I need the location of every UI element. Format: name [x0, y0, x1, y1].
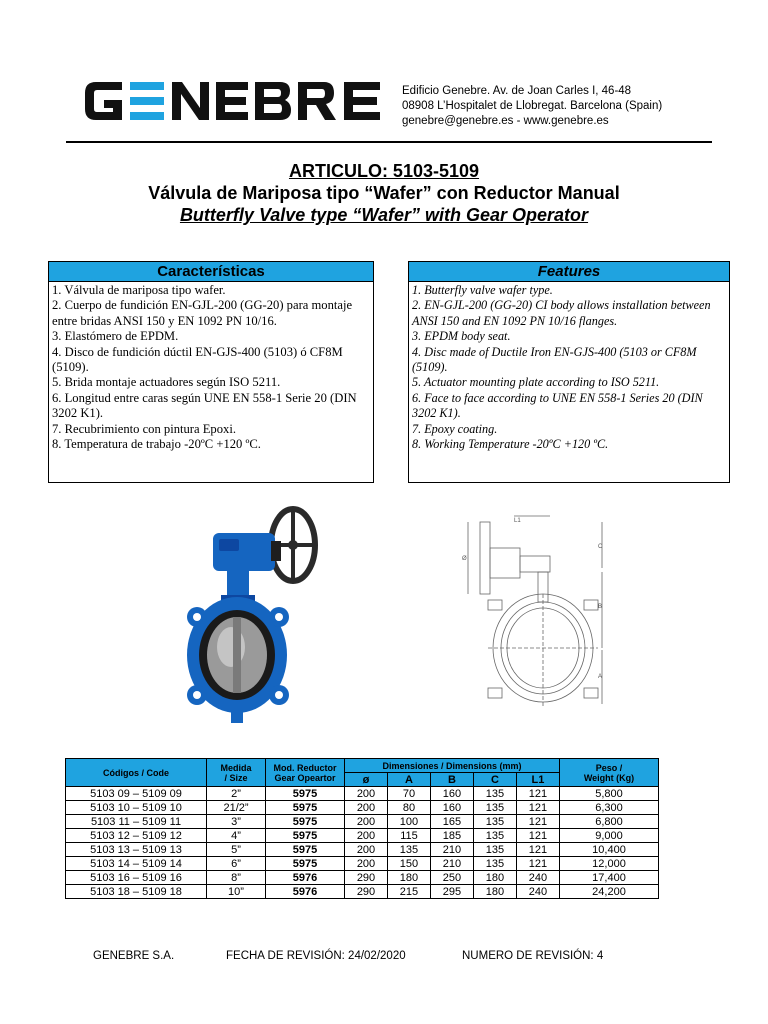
cell-gear: 5975 — [266, 829, 345, 843]
cell-diameter: 290 — [345, 871, 388, 885]
cell-l1: 121 — [516, 829, 559, 843]
cell-size: 6” — [207, 857, 266, 871]
cell-gear: 5976 — [266, 885, 345, 899]
list-item: 1. Butterfly valve wafer type. — [412, 283, 553, 297]
cell-size: 8” — [207, 871, 266, 885]
cell-gear: 5975 — [266, 801, 345, 815]
features-box — [408, 261, 730, 483]
cell-code: 5103 14 – 5109 14 — [66, 857, 207, 871]
cell-gear: 5975 — [266, 843, 345, 857]
cell-size: 3” — [207, 815, 266, 829]
list-item: 7. Epoxy coating. — [412, 421, 498, 436]
features-list — [409, 282, 729, 452]
cell-gear: 5975 — [266, 787, 345, 801]
header-codes: Códigos / Code — [66, 759, 207, 787]
cell-code: 5103 09 – 5109 09 — [66, 787, 207, 801]
cell-l1: 121 — [516, 801, 559, 815]
cell-size: 4” — [207, 829, 266, 843]
english-title: Butterfly Valve type “Wafer” with Gear Operator — [179, 205, 589, 225]
article-title: ARTICULO: 5103-5109 — [288, 161, 480, 181]
header-size — [207, 759, 266, 787]
cell-c: 135 — [473, 857, 516, 871]
cell-gear: 5975 — [266, 857, 345, 871]
cell-a: 80 — [387, 801, 430, 815]
table-row — [66, 843, 659, 857]
cell-weight: 9,000 — [560, 829, 659, 843]
header-weight-line-2: Weight (Kg) — [583, 772, 635, 783]
caracteristicas-list — [49, 282, 373, 452]
cell-a: 135 — [387, 843, 430, 857]
list-item: 2. Cuerpo de fundición EN-GJL-200 (GG-20) para montaje entre bridas ANSI 150 y EN 1092 PN 10/16. — [52, 298, 353, 328]
cell-size: 2” — [207, 787, 266, 801]
address-line-3: genebre@genebre.es - www.genebre.es — [402, 115, 609, 127]
cell-weight: 10,400 — [560, 843, 659, 857]
list-item: 7. Recubrimiento con pintura Epoxi. — [52, 421, 236, 436]
spanish-title: Válvula de Mariposa tipo “Wafer” con Reductor Manual — [148, 183, 620, 203]
cell-b: 210 — [430, 843, 473, 857]
footer-revision-number: NUMERO DE REVISIÓN: 4 — [462, 950, 604, 962]
table-row — [66, 885, 659, 899]
cell-c: 135 — [473, 801, 516, 815]
table-row — [66, 787, 659, 801]
label-l1: L1 — [514, 518, 521, 524]
cell-weight: 5,800 — [560, 787, 659, 801]
cell-size: 5” — [207, 843, 266, 857]
cell-diameter: 200 — [345, 843, 388, 857]
list-item: 5. Brida montaje actuadores según ISO 5211. — [52, 375, 281, 390]
cell-diameter: 200 — [345, 857, 388, 871]
cell-a: 150 — [387, 857, 430, 871]
label-d: Ø — [462, 556, 467, 562]
cell-gear: 5975 — [266, 815, 345, 829]
specification-table — [65, 758, 659, 899]
list-item: 6. Face to face according to UNE EN 558-1 Series 20 (DIN 3202 K1). — [412, 390, 703, 421]
cell-c: 135 — [473, 829, 516, 843]
cell-size: 21/2” — [207, 801, 266, 815]
label-a: A — [598, 674, 603, 680]
cell-a: 215 — [387, 885, 430, 899]
cell-diameter: 290 — [345, 885, 388, 899]
cell-b: 160 — [430, 787, 473, 801]
cell-b: 160 — [430, 801, 473, 815]
cell-c: 135 — [473, 787, 516, 801]
cell-b: 210 — [430, 857, 473, 871]
header-dim-b: B — [430, 773, 473, 787]
cell-a: 100 — [387, 815, 430, 829]
table-row — [66, 815, 659, 829]
list-item: 3. Elastómero de EPDM. — [52, 329, 179, 344]
document-titles — [0, 160, 768, 226]
cell-l1: 240 — [516, 885, 559, 899]
header-size-line-1: Medida — [220, 762, 252, 773]
cell-c: 135 — [473, 815, 516, 829]
cell-code: 5103 11 – 5109 11 — [66, 815, 207, 829]
cell-weight: 17,400 — [560, 871, 659, 885]
label-c: C — [598, 544, 603, 550]
caracteristicas-heading: Características — [49, 262, 373, 282]
table-row — [66, 829, 659, 843]
dimension-drawing — [458, 508, 608, 714]
table-row — [66, 871, 659, 885]
cell-c: 180 — [473, 885, 516, 899]
cell-weight: 6,300 — [560, 801, 659, 815]
cell-diameter: 200 — [345, 815, 388, 829]
header-divider — [66, 141, 712, 143]
header-dim-l1: L1 — [516, 773, 559, 787]
list-item: 5. Actuator mounting plate according to ISO 5211. — [412, 375, 660, 390]
butterfly-valve-photo — [185, 505, 325, 727]
list-item: 6. Longitud entre caras según UNE EN 558-1 Serie 20 (DIN 3202 K1). — [52, 390, 357, 421]
list-item: 8. Temperatura de trabajo -20ºC +120 ºC. — [52, 437, 261, 452]
header-gear-line-2: Gear Opeartor — [274, 772, 336, 783]
cell-diameter: 200 — [345, 787, 388, 801]
label-b: B — [598, 604, 603, 610]
cell-l1: 121 — [516, 815, 559, 829]
cell-a: 180 — [387, 871, 430, 885]
cell-b: 295 — [430, 885, 473, 899]
cell-diameter: 200 — [345, 829, 388, 843]
footer-revision-date: FECHA DE REVISIÓN: 24/02/2020 — [226, 950, 406, 962]
cell-l1: 121 — [516, 857, 559, 871]
cell-code: 5103 12 – 5109 12 — [66, 829, 207, 843]
header-dim-a: A — [387, 773, 430, 787]
list-item: 1. Válvula de mariposa tipo wafer. — [52, 283, 226, 297]
table-row — [66, 857, 659, 871]
header-dim-c: C — [473, 773, 516, 787]
header-dim-diameter: ø — [345, 773, 388, 787]
header-gear — [266, 759, 345, 787]
cell-size: 10” — [207, 885, 266, 899]
cell-l1: 121 — [516, 843, 559, 857]
footer-company: GENEBRE S.A. — [93, 950, 175, 962]
company-address — [402, 84, 662, 129]
cell-diameter: 200 — [345, 801, 388, 815]
cell-code: 5103 13 – 5109 13 — [66, 843, 207, 857]
header-weight — [560, 759, 659, 787]
cell-code: 5103 16 – 5109 16 — [66, 871, 207, 885]
cell-l1: 240 — [516, 871, 559, 885]
list-item: 4. Disc made of Ductile Iron EN-GJS-400 (5103 or CF8M (5109). — [412, 344, 697, 375]
cell-a: 115 — [387, 829, 430, 843]
cell-code: 5103 18 – 5109 18 — [66, 885, 207, 899]
cell-weight: 24,200 — [560, 885, 659, 899]
cell-weight: 6,800 — [560, 815, 659, 829]
address-line-2: 08908 L’Hospitalet de Llobregat. Barcelona (Spain) — [402, 100, 663, 112]
genebre-logo — [82, 78, 384, 124]
cell-b: 250 — [430, 871, 473, 885]
header-weight-line-1: Peso / — [595, 762, 623, 773]
cell-a: 70 — [387, 787, 430, 801]
list-item: 8. Working Temperature -20ºC +120 ºC. — [412, 437, 609, 452]
cell-c: 135 — [473, 843, 516, 857]
header-dimensions: Dimensiones / Dimensions (mm) — [345, 759, 560, 773]
table-row — [66, 801, 659, 815]
caracteristicas-box — [48, 261, 374, 483]
cell-b: 185 — [430, 829, 473, 843]
cell-code: 5103 10 – 5109 10 — [66, 801, 207, 815]
header-size-line-2: / Size — [224, 772, 248, 783]
features-heading: Features — [409, 262, 729, 282]
list-item: 2. EN-GJL-200 (GG-20) CI body allows installation between ANSI 150 and EN 1092 PN 10/16 flanges. — [412, 298, 711, 328]
header-gear-line-1: Mod. Reductor — [273, 762, 337, 773]
cell-b: 165 — [430, 815, 473, 829]
list-item: 3. EPDM body seat. — [412, 329, 511, 344]
cell-c: 180 — [473, 871, 516, 885]
list-item: 4. Disco de fundición dúctil EN-GJS-400 (5103) ó CF8M (5109). — [52, 344, 343, 375]
cell-l1: 121 — [516, 787, 559, 801]
address-line-1: Edificio Genebre. Av. de Joan Carles I, 46-48 — [402, 85, 632, 97]
cell-weight: 12,000 — [560, 857, 659, 871]
cell-gear: 5976 — [266, 871, 345, 885]
